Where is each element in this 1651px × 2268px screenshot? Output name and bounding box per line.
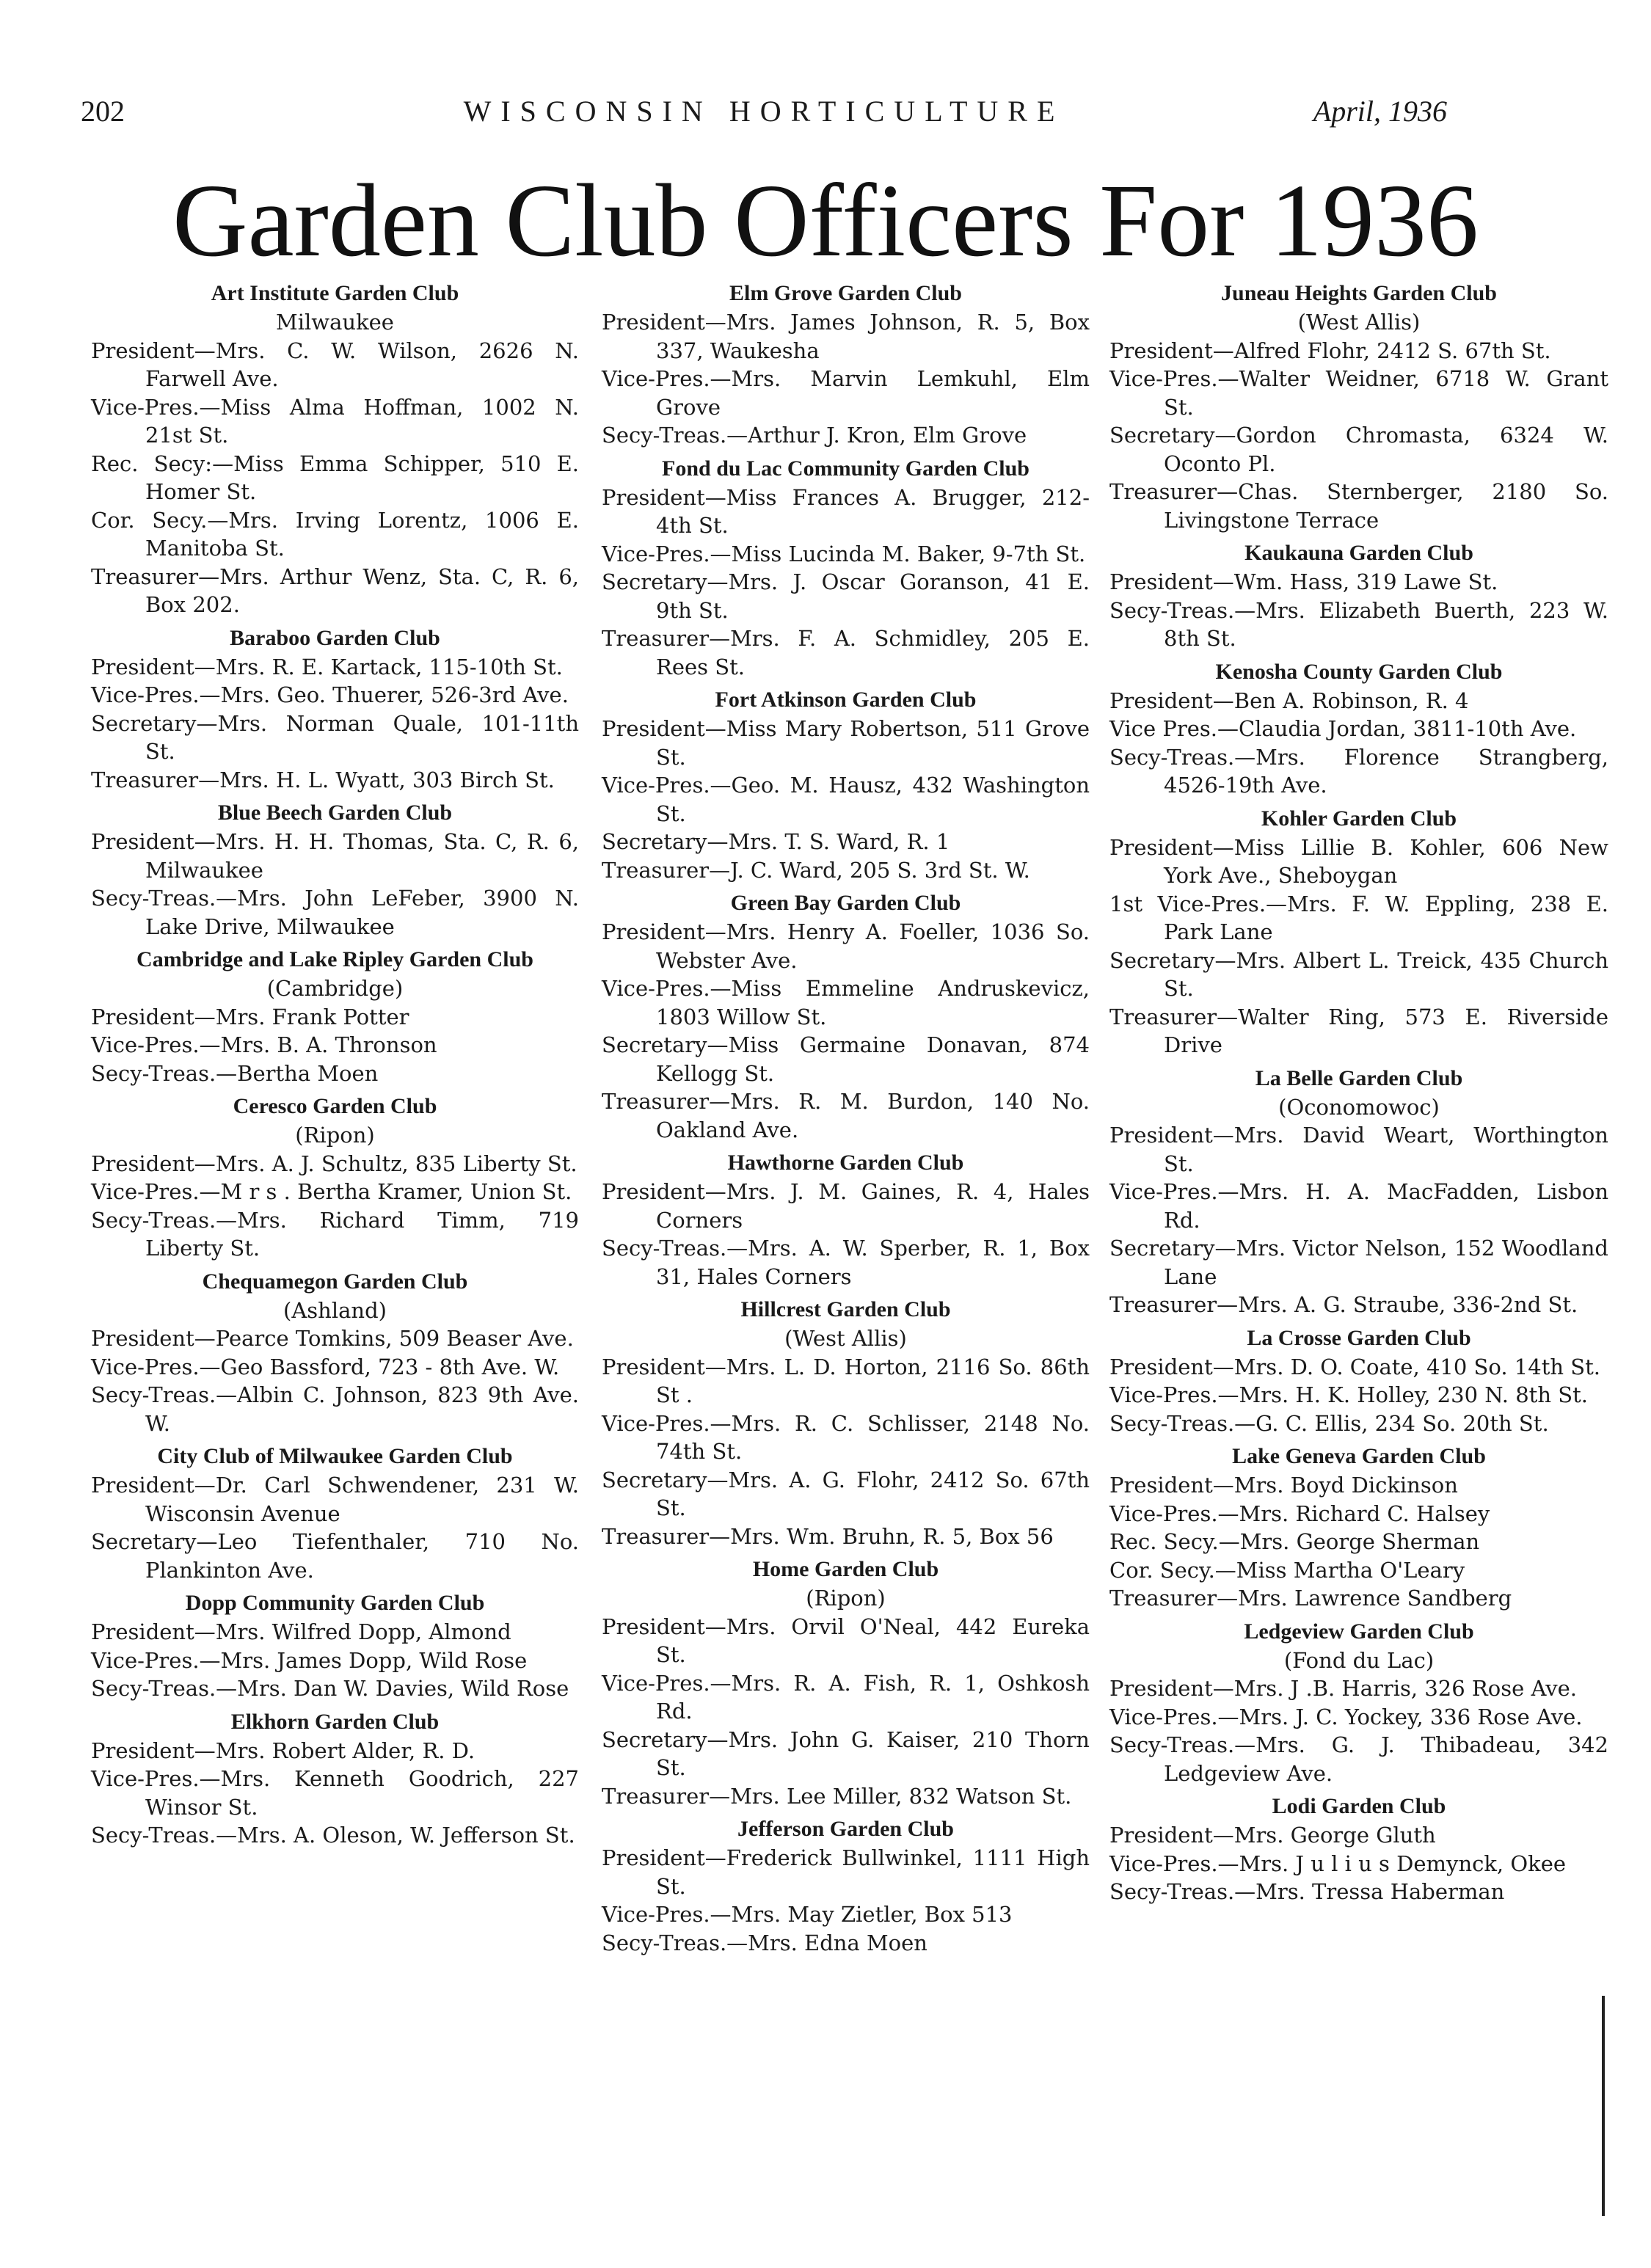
officer-entry: President—Mrs. D. O. Coate, 410 So. 14th St. [1109,1354,1600,1379]
officer-entry: Secretary—Mrs. A. G. Flohr, 2412 So. 67th St. [602,1467,1090,1520]
officer-entry: President—Mrs. A. J. Schultz, 835 Liberty St. [91,1151,577,1176]
club-name: Ledgeview Garden Club [1244,1619,1474,1644]
officer-entry: Secretary—Gordon Chromasta, 6324 W. Oconto Pl. [1109,423,1608,476]
officer-entry: Secretary—Mrs. John G. Kaiser, 210 Thorn St. [602,1726,1090,1780]
club-location: (West Allis) [784,1326,907,1351]
officer-entry: President—Mrs. James Johnson, R. 5, Box 337, Waukesha [602,310,1090,363]
club-entry [1109,657,1608,800]
club-entry [602,1555,1090,1810]
club-location: (Ashland) [283,1297,387,1323]
club-entry [91,1267,579,1438]
officer-entry: President—Mrs. Frank Potter [91,1004,409,1029]
club-name: Dopp Community Garden Club [185,1591,485,1615]
officer-entry: President—Mrs. J .B. Harris, 326 Rose Ave. [1109,1676,1577,1701]
officer-entry: Vice-Pres.—Mrs. James Dopp, Wild Rose [91,1647,528,1673]
officer-entry: President—Dr. Carl Schwendener, 231 W. Wisconsin Avenue [91,1473,579,1526]
officer-entry: Vice-Pres.—Mrs. Geo. Thuerer, 526-3rd Ave. [91,682,569,707]
club-name: Juneau Heights Garden Club [1221,281,1497,305]
club-name: Fond du Lac Community Garden Club [662,456,1029,481]
officer-entry: President—Frederick Bullwinkel, 1111 High St. [602,1845,1090,1899]
club-entry [602,889,1090,1144]
officer-entry: President—Mrs. Wilfred Dopp, Almond [91,1619,511,1644]
club-location: (West Allis) [1297,310,1421,335]
officer-entry: Treasurer—Walter Ring, 573 E. Riverside Drive [1109,1004,1608,1057]
officer-entry: Secy-Treas.—Mrs. Elizabeth Buerth, 223 W. 8th St. [1109,597,1608,651]
officer-entry: Vice-Pres.—Mrs. H. A. MacFadden, Lisbon Rd. [1109,1179,1608,1233]
issue-date: April, 1936 [1313,95,1447,128]
club-entry [91,1707,579,1850]
club-name: Chequamegon Garden Club [202,1269,468,1294]
club-entry [91,624,579,795]
page-number: 202 [81,95,125,128]
officer-entry: Rec. Secy:—Miss Emma Schipper, 510 E. Homer St. [91,451,579,504]
officer-entry: Vice-Pres.—Mrs. R. A. Fish, R. 1, Oshkosh Rd. [602,1670,1090,1724]
officer-entry: Vice-Pres.—Geo. M. Hausz, 432 Washington St. [602,773,1090,826]
officer-entry: President—Mrs. Orvil O'Neal, 442 Eureka St. [602,1614,1090,1667]
officer-entry: President—Mrs. George Gluth [1109,1823,1436,1848]
club-name: La Belle Garden Club [1255,1065,1463,1090]
officer-entry: Vice-Pres.—Miss Alma Hoffman, 1002 N. 21st St. [91,394,579,448]
club-entry [602,685,1090,884]
officer-entry: President—Mrs. L. D. Horton, 2116 So. 86th St . [602,1354,1090,1407]
officer-entry: Vice-Pres.—Miss Emmeline Andruskevicz, 1803 Willow St. [602,976,1090,1029]
club-name: Cambridge and Lake Ripley Garden Club [136,947,533,971]
officer-entry: President—Mrs. H. H. Thomas, Sta. C, R. 6, Milwaukee [91,829,579,883]
club-entry [91,279,579,619]
officer-entry: President—Mrs. R. E. Kartack, 115-10th St. [91,654,563,679]
officer-entry: Vice-Pres.—Mrs. B. A. Thronson [91,1032,437,1057]
column-2 [602,279,1090,1961]
club-name: Hawthorne Garden Club [727,1151,964,1175]
officer-entry: Vice-Pres.—M r s . Bertha Kramer, Union St. [91,1179,572,1204]
officer-entry: Secy-Treas.—Mrs. Richard Timm, 719 Liberty St. [91,1207,579,1261]
officer-entry: President—Miss Frances A. Brugger, 212-4th St. [602,484,1090,538]
page-edge-rule [1602,1996,1605,2216]
officer-entry: Vice-Pres.—Mrs. May Zietler, Box 513 [602,1902,1013,1927]
club-entry [602,1295,1090,1550]
officer-entry: Vice-Pres.—Walter Weidner, 6718 W. Grant St. [1109,366,1608,420]
officer-entry: President—Mrs. Henry A. Foeller, 1036 So. Webster Ave. [602,919,1090,973]
club-location: (Fond du Lac) [1283,1647,1435,1673]
officer-entry: Treasurer—Chas. Sternberger, 2180 So. Livingstone Terrace [1109,479,1608,533]
club-name: Kaukauna Garden Club [1244,541,1473,565]
club-name: Elm Grove Garden Club [729,281,962,305]
club-entry [91,1442,579,1584]
officer-entry: Treasurer—Mrs. R. M. Burdon, 140 No. Oakland Ave. [602,1089,1090,1142]
officer-entry: Secretary—Mrs. Albert L. Treick, 435 Church St. [1109,947,1608,1001]
page-header [81,94,1447,138]
officer-entry: Vice-Pres.—Mrs. Kenneth Goodrich, 227 Winsor St. [91,1766,579,1820]
club-name: Elkhorn Garden Club [230,1709,440,1734]
officer-entry: Vice-Pres.—Mrs. Marvin Lemkuhl, Elm Grove [602,366,1090,420]
club-entry [602,279,1090,450]
journal-title: WISCONSIN HORTICULTURE [463,95,1065,128]
officer-entry: Rec. Secy.—Mrs. George Sherman [1109,1529,1480,1554]
officer-entry: President—Ben A. Robinson, R. 4 [1109,688,1469,713]
club-entry [1109,1324,1608,1438]
officer-entry: Vice Pres.—Claudia Jordan, 3811-10th Ave. [1109,716,1577,741]
club-entry [1109,1064,1608,1319]
club-entry [1109,279,1608,534]
officer-entry: Secy-Treas.—Arthur J. Kron, Elm Grove [602,423,1027,448]
officer-entry: Secretary—Leo Tiefenthaler, 710 No. Plankinton Ave. [91,1529,579,1583]
club-location: (Ripon) [295,1123,375,1148]
officer-entry: President—Miss Lillie B. Kohler, 606 New York Ave., Sheboygan [1109,834,1608,888]
officer-entry: Vice-Pres.—Mrs. H. K. Holley, 230 N. 8th St. [1109,1382,1588,1407]
officer-entry: President—Wm. Hass, 319 Lawe St. [1109,569,1498,594]
officer-entry: President—Mrs. Boyd Dickinson [1109,1473,1458,1498]
club-location: (Ripon) [806,1586,886,1611]
officer-entry: Treasurer—Mrs. Wm. Bruhn, R. 5, Box 56 [602,1523,1054,1549]
officer-entry: Cor. Secy.—Mrs. Irving Lorentz, 1006 E. Manitoba St. [91,507,579,561]
club-entry [602,1148,1090,1291]
club-name: City Club of Milwaukee Garden Club [157,1444,513,1468]
officer-entry: Secy-Treas.—Albin C. Johnson, 823 9th Ave. W. [91,1382,579,1436]
column-3 [1109,279,1608,1911]
club-entry [1109,1442,1608,1613]
officer-entry: Vice-Pres.—Mrs. R. C. Schlisser, 2148 No. 74th St. [602,1410,1090,1464]
officer-entry: Treasurer—Mrs. H. L. Wyatt, 303 Birch St. [91,767,555,792]
club-entry [1109,539,1608,653]
officer-entry: Secy-Treas.—Mrs. Florence Strangberg, 4526-19th Ave. [1109,744,1608,798]
officer-entry: Secy-Treas.—Mrs. A. Oleson, W. Jefferson St. [91,1823,575,1848]
officer-entry: Secretary—Mrs. T. S. Ward, R. 1 [602,829,950,854]
club-name: Kenosha County Garden Club [1215,659,1503,684]
club-location: (Oconomowoc) [1278,1094,1440,1120]
officer-entry: Secy-Treas.—Bertha Moen [91,1060,379,1086]
officer-entry: President—Mrs. David Weart, Worthington St. [1109,1123,1608,1176]
officer-entry: Secy-Treas.—Mrs. G. J. Thibadeau, 342 Ledgeview Ave. [1109,1732,1608,1786]
officer-entry: Cor. Secy.—Miss Martha O'Leary [1109,1557,1465,1583]
officer-entry: Secy-Treas.—Mrs. A. W. Sperber, R. 1, Box 31, Hales Corners [602,1236,1090,1289]
officer-entry: Treasurer—Mrs. Arthur Wenz, Sta. C, R. 6, Box 202. [91,564,579,617]
officer-entry: Treasurer—Mrs. Lee Miller, 832 Watson St. [602,1783,1072,1809]
officer-entry: Vice-Pres.—Mrs. J u l i u s Demynck, Okee [1109,1851,1567,1876]
officer-entry: President—Mrs. J. M. Gaines, R. 4, Hales Corners [602,1179,1090,1233]
club-name: Hillcrest Garden Club [740,1297,951,1321]
club-name: Lake Geneva Garden Club [1232,1444,1486,1468]
officer-entry: President—Miss Mary Robertson, 511 Grove St. [602,716,1090,770]
club-name: Baraboo Garden Club [230,625,440,650]
club-entry [1109,1617,1608,1788]
officer-entry: Secretary—Mrs. J. Oscar Goranson, 41 E. 9th St. [602,569,1090,623]
club-entry [602,454,1090,682]
club-name: Lodi Garden Club [1272,1794,1446,1818]
club-entry [91,798,579,941]
club-entry [1109,1792,1608,1906]
officer-entry: Secy-Treas.—Mrs. Dan W. Davies, Wild Rose [91,1676,569,1701]
officer-entry: Secy-Treas.—Mrs. John LeFeber, 3900 N. Lake Drive, Milwaukee [91,886,579,939]
column-1 [91,279,579,1854]
club-entry [602,1815,1090,1957]
officer-entry: Treasurer—Mrs. A. G. Straube, 336-2nd St. [1109,1292,1578,1317]
officer-entry: President—Pearce Tomkins, 509 Beaser Ave. [91,1326,574,1351]
officer-entry: Secy-Treas.—Mrs. Edna Moen [602,1930,927,1955]
club-name: Jefferson Garden Club [737,1817,954,1841]
officer-entry: Secy-Treas.—Mrs. Tressa Haberman [1109,1879,1505,1904]
club-name: Blue Beech Garden Club [217,801,453,825]
officer-entry: President—Mrs. Robert Alder, R. D. [91,1738,475,1763]
club-name: Kohler Garden Club [1261,806,1457,831]
officer-entry: Vice-Pres.—Mrs. Richard C. Halsey [1109,1501,1490,1526]
club-name: Green Bay Garden Club [730,891,961,915]
officer-entry: Treasurer—Mrs. F. A. Schmidley, 205 E. Rees St. [602,626,1090,679]
club-entry [91,1092,579,1263]
club-entry [91,1589,579,1703]
officer-entry: Treasurer—J. C. Ward, 205 S. 3rd St. W. [602,857,1030,883]
officer-entry: Secy-Treas.—G. C. Ellis, 234 So. 20th St. [1109,1410,1549,1436]
club-name: Art Institute Garden Club [211,281,459,305]
club-location: (Cambridge) [266,976,404,1001]
officer-entry: Secretary—Mrs. Norman Quale, 101-11th St. [91,710,579,764]
officer-entry: President—Alfred Flohr, 2412 S. 67th St. [1109,338,1551,363]
club-entry [1109,804,1608,1060]
club-name: Fort Atkinson Garden Club [715,688,977,712]
officer-entry: 1st Vice-Pres.—Mrs. F. W. Eppling, 238 E. Park Lane [1109,891,1608,944]
officer-entry: President—Mrs. C. W. Wilson, 2626 N. Farwell Ave. [91,338,579,391]
club-name: Home Garden Club [752,1557,939,1581]
officer-entry: Vice-Pres.—Miss Lucinda M. Baker, 9-7th St. [602,541,1086,566]
officer-entry: Secretary—Miss Germaine Donavan, 874 Kellogg St. [602,1032,1090,1086]
officer-entry: Treasurer—Mrs. Lawrence Sandberg [1109,1586,1512,1611]
club-entry [91,945,579,1087]
officer-entry: Vice-Pres.—Mrs. J. C. Yockey, 336 Rose Ave. [1109,1704,1583,1729]
officer-entry: Vice-Pres.—Geo Bassford, 723 - 8th Ave. W. [91,1354,560,1379]
club-name: Ceresco Garden Club [233,1094,437,1118]
club-location: Milwaukee [276,310,394,335]
officer-entry: Secretary—Mrs. Victor Nelson, 152 Woodland Lane [1109,1236,1608,1289]
club-name: La Crosse Garden Club [1247,1325,1471,1350]
article-title: Garden Club Officers For 1936 [172,162,1479,278]
